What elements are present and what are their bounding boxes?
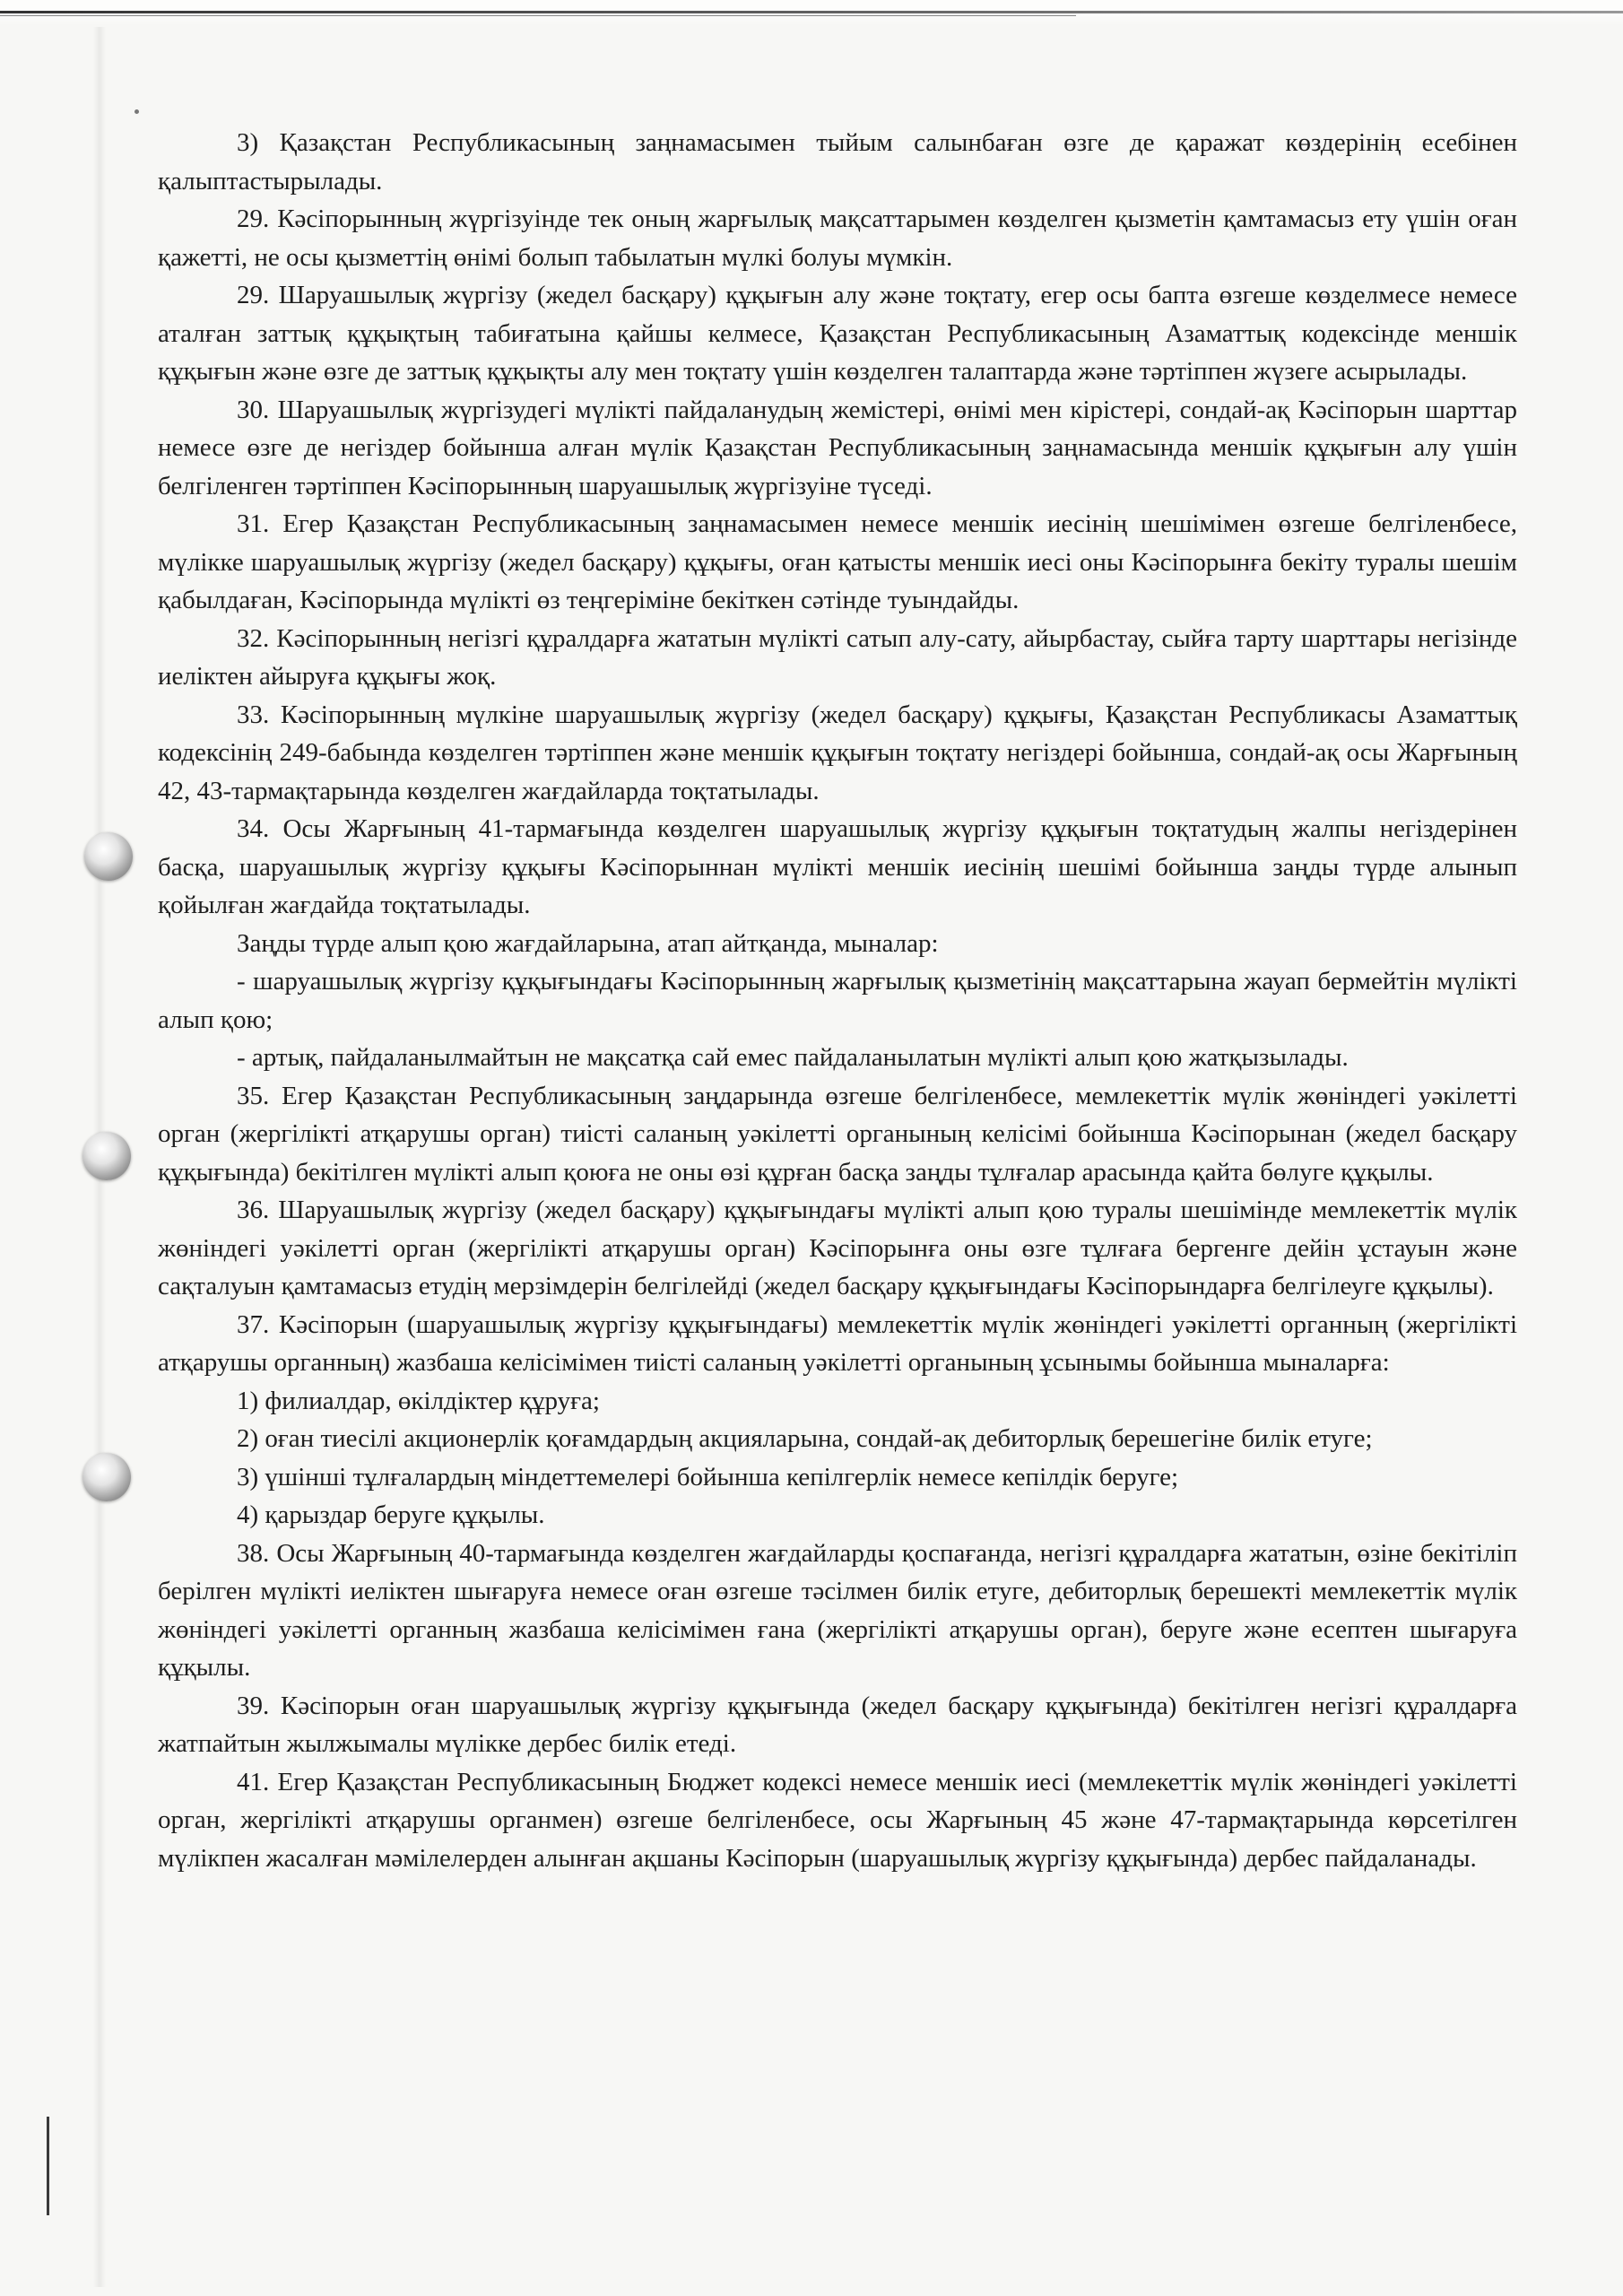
punch-hole-icon [84,832,133,881]
document-body [158,124,1517,1877]
paragraph: 30. Шаруашылық жүргізудегі мүлікті пайдаланудың жемістері, өнімі мен кірістері, сондай-ақ Кәсіпорын шарттар немесе өзге де негіздер бойынша алған мүлік Қазақстан Республикасының заңнамасында меншік құқығын алу үшін белгіленген тәртіппен Кәсіпорынның шаруашылық жүргізуіне түседі. [158,395,1517,500]
paragraph: 41. Егер Қазақстан Республикасының Бюджет кодексі немесе меншік иесі (мемлекеттік мүлік жөніндегі уәкілетті орган, жергілікті атқарушы органмен) өзгеше белгіленбесе, осы Жарғының 45 және 47-тармақтарында көрсетілген мүлікпен жасалған мәмілелерден алынған ақшаны Кәсіпорын (шаруашылық жүргізу құқығында) дербес пайдаланады. [158,1767,1517,1873]
paragraph: 33. Кәсіпорынның мүлкіне шаруашылық жүргізу (жедел басқару) құқығы, Қазақстан Республикасы Азаматтық кодексінің 249-бабында көзделген тәртіппен және меншік құқығын тоқтату негіздері бойынша, сондай-ақ осы Жарғының 42, 43-тармақтарында көзделген жағдайларда тоқтатылады. [158,700,1517,805]
paragraph: 32. Кәсіпорынның негізгі құралдарға жататын мүлікті сатып алу-сату, айырбастау, сыйға тарту шарттары негізінде иеліктен айыруға құқығы жоқ. [158,623,1517,691]
punch-hole-icon [82,1132,131,1180]
list-item: 3) үшінші тұлғалардың міндеттемелері бойынша кепілгерлік немесе кепілдік беруге; [237,1462,1179,1492]
paragraph: 3) Қазақстан Республикасының заңнамасымен тыйым салынбаған өзге де қаражат көздерінің есебінен қалыптастырылады. [158,128,1517,196]
list-item: 4) қарыздар беруге құқылы. [237,1500,545,1529]
list-item: 1) филиалдар, өкілдіктер құруға; [237,1386,600,1415]
scan-speck [135,109,139,114]
paragraph: 34. Осы Жарғының 41-тармағында көзделген шаруашылық жүргізу құқығын тоқтатудың жалпы негіздерінен басқа, шаруашылық жүргізу құқығы Кәсіпорыннан мүлікті меншік иесінің шешімі бойынша заңды түрде алынып қойылған жағдайда тоқтатылады. [158,814,1517,919]
punch-hole-icon [82,1453,131,1501]
list-item: - шаруашылық жүргізу құқығындағы Кәсіпорынның жарғылық қызметінің мақсаттарына жауап бермейтін мүлікті алып қою; [158,967,1517,1034]
paragraph: 39. Кәсіпорын оған шаруашылық жүргізу құқығында (жедел басқару құқығында) бекітілген негізгі құралдарға жатпайтын жылжымалы мүлікке дербес билік етеді. [158,1691,1517,1758]
paragraph: 36. Шаруашылық жүргізу (жедел басқару) құқығындағы мүлікті алып қою туралы шешімінде мемлекеттік мүлік жөніндегі уәкілетті орган (жергілікті атқарушы орган) Кәсіпорынға оны өзге тұлғаға бергенге дейін ұстауын және сақталуын қамтамасыз етудің мерзімдерін белгілейді (жедел басқару құқығындағы Кәсіпорындарға белгілеуге құқылы). [158,1196,1517,1300]
scan-edge-mark [47,2117,49,2215]
paragraph: 37. Кәсіпорын (шаруашылық жүргізу құқығындағы) мемлекеттік мүлік жөніндегі уәкілетті органның (жергілікті атқарушы органның) жазбаша келісімімен тиісті саланың уәкілетті органының ұсынымы бойынша мыналарға: [158,1309,1517,1377]
paragraph: 31. Егер Қазақстан Республикасының заңнамасымен немесе меншік иесінің шешімімен өзгеше белгіленбесе, мүлікке шаруашылық жүргізу (жедел басқару) құқығы, оған қатысты меншік иесі оны Кәсіпорынға бекіту туралы шешім қабылдаған, Кәсіпорында мүлікті өз теңгеріміне бекіткен сәтінде туындайды. [158,509,1517,614]
paragraph: 35. Егер Қазақстан Республикасының заңдарында өзгеше белгіленбесе, мемлекеттік мүлік жөніндегі уәкілетті орган (жергілікті атқарушы орган) тиісті саланың уәкілетті органының келісімі бойынша Кәсіпорынан (жедел басқару құқығында) бекітілген мүлікті алып қоюға не оны өзі құрған басқа заңды тұлғалар арасында қайта бөлуге құқылы. [158,1081,1517,1187]
paragraph: 29. Кәсіпорынның жүргізуінде тек оның жарғылық мақсаттарымен көзделген қызметін қамтамасыз ету үшін оған қажетті, не осы қызметтің өнімі болып табылатын мүлкі болуы мүмкін. [158,204,1517,272]
paragraph: Заңды түрде алып қою жағдайларына, атап айтқанда, мыналар: [237,928,939,958]
scan-top-line [0,11,1623,13]
scan-top-line-secondary [0,15,1076,16]
list-item: 2) оған тиесілі акционерлік қоғамдардың акцияларына, сондай-ақ дебиторлық берешегіне билік етуге; [237,1424,1373,1453]
paragraph: 29. Шаруашылық жүргізу (жедел басқару) құқығын алу және тоқтату, егер осы бапта өзгеше көзделмесе немесе аталған заттық құқықтың табиғатына қайшы келмесе, Қазақстан Республикасының Азаматтық кодексінде меншік құқығын және өзге де заттық құқықты алу мен тоқтату үшін көзделген талаптарда және тәртіппен жүзеге асырылады. [158,281,1517,386]
paragraph: 38. Осы Жарғының 40-тармағында көзделген жағдайларды қоспағанда, негізгі құралдарға жататын, өзіне бекітіліп берілген мүлікті иеліктен шығаруға немесе оған өзгеше тәсілмен билік етуге, дебиторлық берешекті мемлекеттік мүлік жөніндегі уәкілетті органның жазбаша келісімімен ғана (жергілікті атқарушы орган), беруге және есептен шығаруға құқылы. [158,1538,1517,1682]
list-item: - артық, пайдаланылмайтын не мақсатқа сай емес пайдаланылатын мүлікті алып қою жатқызылады. [237,1043,1349,1072]
